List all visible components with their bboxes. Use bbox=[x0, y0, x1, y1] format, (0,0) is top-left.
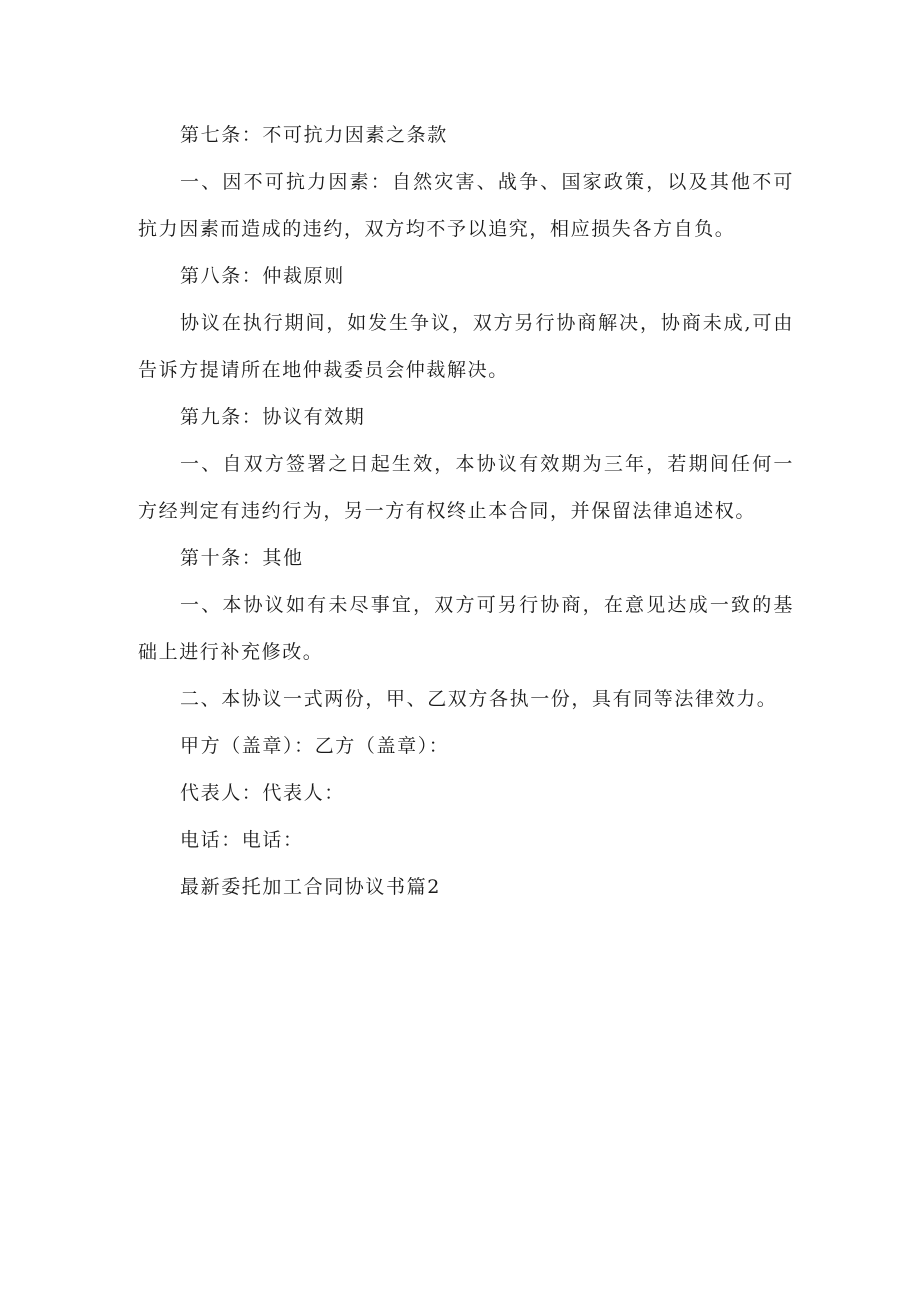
article-9-heading: 第九条：协议有效期 bbox=[180, 406, 366, 428]
representative-line: 代表人：代表人： bbox=[180, 782, 345, 804]
article-7-clause-1: 一、因不可抗力因素：自然灾害、战争、国家政策，以及其他不可抗力因素而造成的违约，双方均不予以追究，相应损失各方自负。 bbox=[138, 171, 794, 240]
article-10-clause-2: 二、本协议一式两份，甲、乙双方各执一份，具有同等法律效力。 bbox=[180, 688, 778, 710]
article-8-body: 协议在执行期间，如发生争议，双方另行协商解决，协商未成,可由告诉方提请所在地仲裁委员会仲裁解决。 bbox=[138, 312, 794, 381]
article-10-heading: 第十条：其他 bbox=[180, 547, 304, 569]
party-seal-line: 甲方（盖章）：乙方（盖章）： bbox=[180, 735, 450, 757]
article-9-clause-1: 一、自双方签署之日起生效，本协议有效期为三年，若期间任何一方经判定有违约行为，另一方有权终止本合同，并保留法律追述权。 bbox=[138, 453, 794, 522]
document-page bbox=[138, 112, 794, 911]
article-10-clause-1: 一、本协议如有未尽事宜，双方可另行协商，在意见达成一致的基础上进行补充修改。 bbox=[138, 594, 794, 663]
article-7-heading: 第七条：不可抗力因素之条款 bbox=[180, 124, 448, 146]
article-8-heading: 第八条：仲裁原则 bbox=[180, 265, 345, 287]
phone-line: 电话：电话： bbox=[180, 829, 304, 851]
next-section-title: 最新委托加工合同协议书篇2 bbox=[180, 876, 441, 898]
